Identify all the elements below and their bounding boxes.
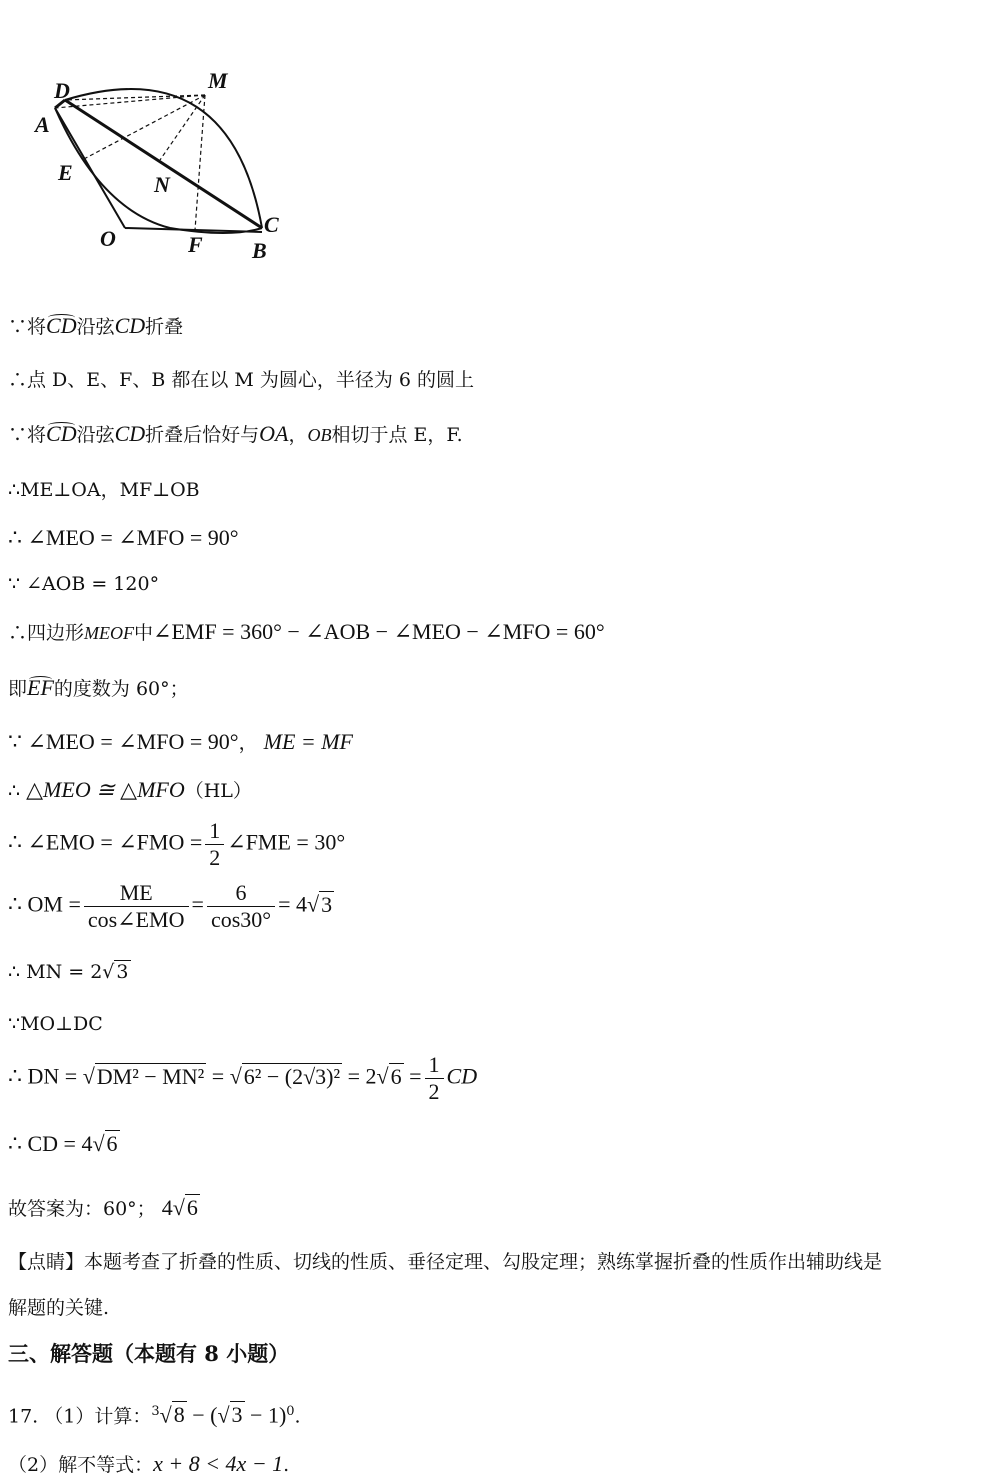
l3-oa: OA [259,421,289,446]
l8-text-a: 即 [8,678,28,700]
l1-text-d: 折叠 [145,316,184,338]
l1-text-b: 沿弦 [76,316,115,338]
l15-cd: CD [446,1063,478,1089]
l12-denominator-1: cos∠EMO [87,907,185,932]
l11-denominator: 2 [209,845,221,870]
l9-me-mf: ME = MF [263,729,353,754]
line-13: ∴ MN = 2√ 3 [8,961,129,983]
l3-ob: OB [307,425,332,445]
line-7 [8,618,605,647]
label-c: C [264,212,279,237]
l15-denominator: 2 [428,1079,440,1104]
l21-period: . [294,1405,301,1428]
l12-fraction-2 [207,880,275,933]
l17-text-a: 故答案为：60°； [8,1198,156,1220]
label-m: M [208,68,228,93]
l15-equals-2: = [409,1063,422,1089]
l21-radicand-1: 8 [173,1402,185,1428]
l1-text-a: ∵将 [8,316,47,338]
l10-therefore: ∴ [8,780,21,802]
l15-fraction [425,1052,444,1105]
l9-comma: ， [238,732,258,754]
dashed-m-f [195,95,205,230]
l15-radicand-3: 6 [390,1063,402,1089]
l10-hl: （HL） [184,780,252,802]
line-9 [8,728,353,757]
l15-radicand-2: 6² − (2√3)² [243,1063,341,1089]
section-heading: 三、解答题（本题有 8 小题） [8,1341,290,1366]
l12-radicand: 3 [321,891,333,917]
l11-fraction [205,818,224,871]
l12-text-a: ∴ OM = [8,891,81,917]
l8-arc-ef: EF [27,675,54,700]
line-4: ∴ME⊥OA，MF⊥OB [8,479,200,501]
l15-radicand-1: DM² − MN² [96,1063,205,1089]
line-18: 【点睛】本题考查了折叠的性质、切线的性质、垂径定理、勾股定理；熟练掌握折叠的性质作出辅助线是 [8,1251,883,1273]
l11-text-b: ∠FME = 30° [227,829,346,855]
dashed-m-n [160,95,205,160]
line-2: ∴点 D、E、F、B 都在以 M 为圆心，半径为 6 的圆上 [8,369,475,391]
label-e: E [58,160,73,185]
line-15: ∴ DN = √DM² − MN² = √6² − (2√3)² = 2√6 = $\frac{1}{2}$ CD [8,1052,478,1104]
l12-numerator-1: ME [84,880,189,907]
l21-text-b: − ( [186,1402,218,1428]
line-16: ∴ CD = 4√6 [8,1131,118,1156]
label-f: F [188,232,203,257]
line-3 [8,420,463,449]
l21-text-c: − 1) [244,1402,287,1428]
line-19: 解题的关键. [8,1297,110,1319]
l1-chord-cd: CD [114,313,146,338]
l3-text-b: 沿弦 [76,424,115,446]
l3-comma: ， [288,424,308,446]
l7-text-c: 中 [134,622,154,644]
line-6: ∵ ∠AOB = 120° [8,573,160,595]
l7-meof: MEOF [84,623,134,643]
l17-coefficient: 4 [161,1195,173,1220]
l21-text-a: 17. （1）计算： [8,1405,152,1428]
line-17: 故答案为：60°； 4√6 [8,1195,198,1220]
geometry-diagram [30,60,300,270]
l13-radicand: 3 [116,961,129,983]
l1-arc-cd: CD [46,313,77,338]
l21-radicand-2: 3 [231,1402,243,1428]
l3-arc-cd: CD [46,421,77,446]
l12-equals: = [191,891,204,917]
l21-exponent: 0 [286,1404,295,1419]
line-12: ∴ OM = $\frac{ME}{\text{cos∠EMO}}$ = $\frac{6}{\cos 30^\circ}$ = 4√3 [8,880,333,932]
line-1 [8,312,183,341]
l11-numerator: 1 [205,818,224,845]
l3-text-d: 折叠后恰好与 [145,424,260,446]
line-21: 17. （1）计算：$^3√8 - (√3 - 1)^0$. [8,1402,301,1428]
l15-numerator: 1 [425,1052,444,1079]
l12-denominator-2: cos30° [210,907,272,932]
l8-text-b: 的度数为 60°； [53,678,189,700]
line-5: ∴ ∠MEO = ∠MFO = 90° [8,525,239,550]
label-o: O [100,226,116,251]
l15-equals-1: = [211,1063,225,1089]
label-b: B [252,238,267,263]
l21-root-index: 3 [151,1404,160,1419]
line-8 [8,674,189,703]
l3-text-a: ∵将 [8,424,47,446]
l15-text-a: ∴ DN = [8,1063,78,1089]
line-14: ∵MO⊥DC [8,1013,103,1035]
l7-equation: ∠EMF = 360° − ∠AOB − ∠MEO − ∠MFO = 60° [153,619,605,644]
line-10 [8,776,252,805]
label-a: A [35,112,50,137]
l3-chord-cd: CD [114,421,146,446]
l10-congruence: △MEO ≅ △MFO [26,777,185,802]
line-11 [8,818,345,871]
l11-text-a: ∴ ∠EMO = ∠FMO = [8,829,203,855]
l16-radicand: 6 [106,1131,118,1156]
label-d: D [54,78,70,103]
line-22 [8,1450,289,1479]
l12-numerator-2: 6 [207,880,275,907]
l13-text-a: ∴ MN = 2 [8,961,103,983]
l22-inequality: x + 8 < 4x − 1 [153,1451,284,1476]
l7-text-a: ∴四边形 [8,622,85,644]
arc-cd-folded [55,108,262,233]
l3-text-h: 相切于点 E，F. [331,424,463,446]
l22-period: . [283,1454,290,1476]
chord-d-c [65,100,262,228]
label-n: N [154,172,170,197]
l17-radicand: 6 [186,1195,198,1220]
l9-equation: ∵ ∠MEO = ∠MFO = 90° [8,729,239,754]
l12-fraction-1 [84,880,189,933]
l15-text-c: = 2 [347,1063,377,1089]
l22-text-a: （2）解不等式： [8,1454,154,1476]
l12-text-b: = 4 [278,891,307,917]
l16-text-a: ∴ CD = 4 [8,1131,93,1156]
